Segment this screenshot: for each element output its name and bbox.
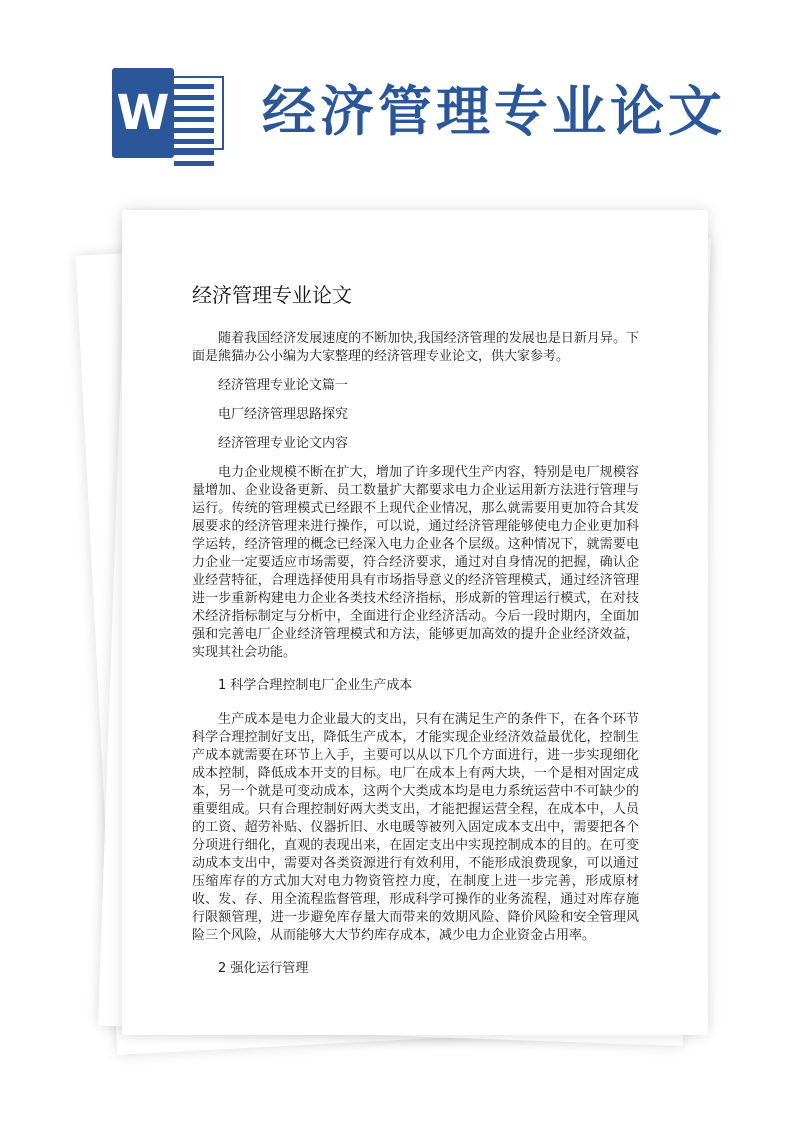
document-body	[192, 330, 639, 978]
word-document-icon	[112, 68, 224, 158]
section-label: 经济管理专业论文篇一	[218, 378, 349, 393]
intro-paragraph: 随着我国经济发展速度的不断加快,我国经济管理的发展也是日新月异。下面是熊猫办公小编为大家整理的经济管理专业论文，供大家参考。	[192, 331, 639, 364]
page-header	[0, 0, 800, 200]
document-page	[122, 210, 708, 1035]
document-title: 经济管理专业论文	[192, 283, 352, 307]
body-paragraph: 电力企业规模不断在扩大，增加了许多现代生产内容，特别是电厂规模容量增加、企业设备更新、员工数量扩大都要求电力企业运用新方法进行管理与运行。传统的管理模式已经跟不上现代企业情况，那么就需要用更加符合其发展要求的经济管理来进行操作，可以说，通过经济管理能够使电力企业更加科学运转，经济管理的概念已经深入电力企业各个层级。这种情况下，就需要电力企业一定要适应市场需要，符合经济要求，通过对自身情况的把握，确认企业经营特征，合理选择使用具有市场指导意义的经济管理模式，通过经济管理进一步重新构建电力企业各类技术经济指标，形成新的管理运行模式，在对技术经济指标制定与分析中，全面进行企业经济活动。今后一段时期内，全面加强和完善电厂企业经济管理模式和方法，能够更加高效的提升企业经济效益，实现其社会功能。	[192, 465, 639, 660]
word-logo-letter: W	[112, 68, 174, 158]
banner-title: 经济管理专业论文	[262, 80, 726, 143]
article-title: 电厂经济管理思路探究	[218, 407, 349, 422]
body-paragraph: 生产成本是电力企业最大的支出，只有在满足生产的条件下，在各个环节科学合理控制好支出，降低生产成本，才能实现企业经济效益最优化，控制生产成本就需要在环节上入手，主要可以从以下几个方面进行，进一步实现细化成本控制，降低成本开支的目标。电厂在成本上有两大块，一个是相对固定成本，另一个就是可变动成本，这两个大类成本均是电力系统运营中不可缺少的重要组成。只有合理控制好两大类支出，才能把握运营全程，在成本中，人员的工资、超劳补贴、仪器折旧、水电暖等被列入固定成本支出中，需要把各个分项进行细化，直观的表现出来，在固定支出中实现控制成本的目的。在可变动成本支出中，需要对各类资源进行有效利用，不能形成浪费现象，可以通过压缩库存的方式加大对电力物资管控力度，在制度上进一步完善，形成原材收、发、存、用全流程监督管理，形成科学可操作的业务流程，通过对库存施行限额管理，进一步避免库存量大而带来的效期风险、降价风险和安全管理风险三个风险，从而能够大大节约库存成本，减少电力企业资金占用率。	[192, 712, 639, 943]
content-label: 经济管理专业论文内容	[218, 436, 349, 451]
subheading: 1 科学合理控制电厂企业生产成本	[218, 678, 413, 693]
subheading: 2 强化运行管理	[218, 961, 309, 976]
